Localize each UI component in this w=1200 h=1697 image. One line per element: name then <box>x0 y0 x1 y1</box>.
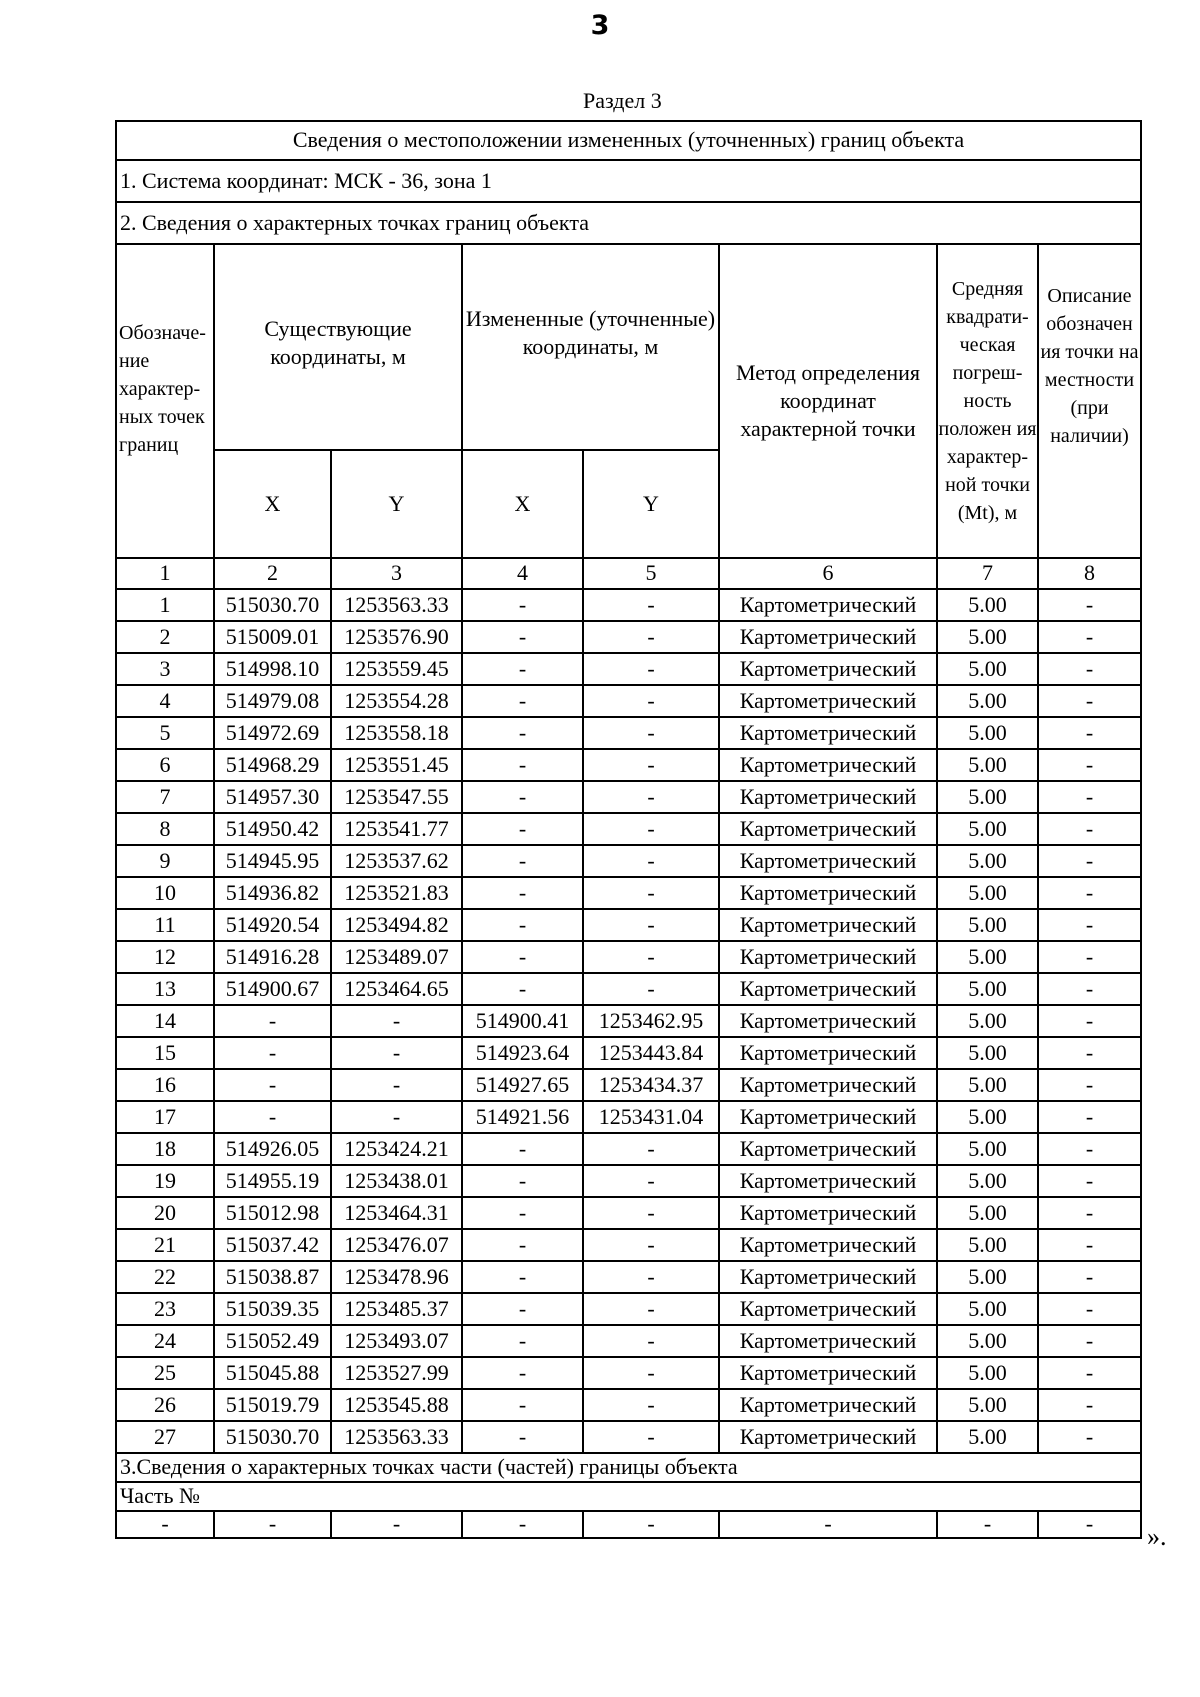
cell-changed-x: - <box>462 973 583 1005</box>
page-number: 3 <box>590 10 610 41</box>
table-row <box>116 1357 1141 1389</box>
cell-existing-y: 1253563.33 <box>331 1421 462 1453</box>
cell-description: - <box>1038 685 1141 717</box>
table-row <box>116 749 1141 781</box>
table-row <box>116 1421 1141 1453</box>
cell-changed-y: - <box>583 1197 719 1229</box>
cell-error: 5.00 <box>937 1389 1038 1421</box>
cell-error: 5.00 <box>937 717 1038 749</box>
part-cell: - <box>937 1511 1038 1538</box>
table-row <box>116 1165 1141 1197</box>
cell-description: - <box>1038 1325 1141 1357</box>
part-cell: - <box>719 1511 937 1538</box>
cell-existing-x: 514950.42 <box>214 813 331 845</box>
cell-existing-x: 514920.54 <box>214 909 331 941</box>
cell-existing-x: - <box>214 1005 331 1037</box>
boundary-points-table <box>115 120 1142 1539</box>
part-cell: - <box>214 1511 331 1538</box>
cell-method: Картометрический <box>719 717 937 749</box>
header-existing-x: X <box>214 450 331 558</box>
cell-changed-x: - <box>462 717 583 749</box>
table-row <box>116 685 1141 717</box>
cell-existing-y: 1253537.62 <box>331 845 462 877</box>
table-title: Сведения о местоположении измененных (уточненных) границ объекта <box>116 121 1141 160</box>
cell-description: - <box>1038 1005 1141 1037</box>
column-number: 3 <box>331 558 462 589</box>
cell-method: Картометрический <box>719 1389 937 1421</box>
cell-existing-x: 514972.69 <box>214 717 331 749</box>
cell-changed-x: - <box>462 685 583 717</box>
table-row <box>116 1261 1141 1293</box>
cell-point-number: 9 <box>116 845 214 877</box>
cell-changed-y: 1253462.95 <box>583 1005 719 1037</box>
cell-existing-y: 1253563.33 <box>331 589 462 621</box>
column-number-row <box>116 558 1141 589</box>
table-row <box>116 1389 1141 1421</box>
cell-existing-x: 514957.30 <box>214 781 331 813</box>
cell-point-number: 22 <box>116 1261 214 1293</box>
column-number: 2 <box>214 558 331 589</box>
cell-point-number: 20 <box>116 1197 214 1229</box>
coordinate-system: 1. Система координат: МСК - 36, зона 1 <box>116 160 1141 202</box>
cell-changed-y: - <box>583 973 719 1005</box>
cell-changed-x: - <box>462 845 583 877</box>
cell-point-number: 3 <box>116 653 214 685</box>
cell-changed-y: - <box>583 1261 719 1293</box>
cell-changed-y: - <box>583 1357 719 1389</box>
cell-existing-y: 1253541.77 <box>331 813 462 845</box>
cell-existing-y: 1253554.28 <box>331 685 462 717</box>
cell-description: - <box>1038 717 1141 749</box>
cell-changed-y: 1253431.04 <box>583 1101 719 1133</box>
cell-changed-y: - <box>583 941 719 973</box>
cell-existing-y: 1253558.18 <box>331 717 462 749</box>
header-method: Метод определения координат характерной точки <box>719 244 937 558</box>
column-number: 7 <box>937 558 1038 589</box>
cell-method: Картометрический <box>719 1069 937 1101</box>
cell-method: Картометрический <box>719 877 937 909</box>
cell-error: 5.00 <box>937 1293 1038 1325</box>
table-row <box>116 1133 1141 1165</box>
cell-method: Картометрический <box>719 941 937 973</box>
table-row <box>116 621 1141 653</box>
cell-changed-x: 514927.65 <box>462 1069 583 1101</box>
cell-changed-x: - <box>462 749 583 781</box>
column-number: 5 <box>583 558 719 589</box>
cell-existing-x: 515045.88 <box>214 1357 331 1389</box>
cell-point-number: 1 <box>116 589 214 621</box>
header-changed-x: X <box>462 450 583 558</box>
cell-method: Картометрический <box>719 653 937 685</box>
table-row <box>116 589 1141 621</box>
cell-error: 5.00 <box>937 845 1038 877</box>
cell-point-number: 6 <box>116 749 214 781</box>
table-row <box>116 781 1141 813</box>
cell-existing-y: - <box>331 1005 462 1037</box>
cell-point-number: 15 <box>116 1037 214 1069</box>
cell-method: Картометрический <box>719 909 937 941</box>
cell-point-number: 18 <box>116 1133 214 1165</box>
cell-description: - <box>1038 1229 1141 1261</box>
cell-changed-x: - <box>462 1165 583 1197</box>
cell-existing-y: 1253438.01 <box>331 1165 462 1197</box>
cell-changed-y: - <box>583 1133 719 1165</box>
cell-point-number: 16 <box>116 1069 214 1101</box>
cell-changed-y: 1253443.84 <box>583 1037 719 1069</box>
part-cell: - <box>583 1511 719 1538</box>
cell-changed-x: - <box>462 621 583 653</box>
cell-description: - <box>1038 1165 1141 1197</box>
part-cell: - <box>116 1511 214 1538</box>
cell-point-number: 5 <box>116 717 214 749</box>
cell-changed-y: - <box>583 621 719 653</box>
cell-existing-x: 515009.01 <box>214 621 331 653</box>
cell-point-number: 23 <box>116 1293 214 1325</box>
cell-existing-x: 514968.29 <box>214 749 331 781</box>
cell-point-number: 24 <box>116 1325 214 1357</box>
header-error: Средняя квадрати-ческая погреш-ность положен ия характер-ной точки (Mt), м <box>937 244 1038 558</box>
cell-existing-y: - <box>331 1101 462 1133</box>
cell-existing-y: 1253464.65 <box>331 973 462 1005</box>
cell-existing-y: 1253464.31 <box>331 1197 462 1229</box>
cell-method: Картометрический <box>719 1261 937 1293</box>
cell-error: 5.00 <box>937 1101 1038 1133</box>
cell-changed-y: - <box>583 1293 719 1325</box>
cell-method: Картометрический <box>719 1229 937 1261</box>
cell-description: - <box>1038 813 1141 845</box>
cell-method: Картометрический <box>719 1165 937 1197</box>
cell-existing-x: 515030.70 <box>214 1421 331 1453</box>
cell-existing-y: 1253478.96 <box>331 1261 462 1293</box>
cell-method: Картометрический <box>719 1421 937 1453</box>
cell-point-number: 25 <box>116 1357 214 1389</box>
header-existing-y: Y <box>331 450 462 558</box>
cell-description: - <box>1038 1101 1141 1133</box>
cell-point-number: 14 <box>116 1005 214 1037</box>
header-changed-coordinates: Измененные (уточненные) координаты, м <box>462 244 719 450</box>
header-description: Описание обозначен ия точки на местности (при наличии) <box>1038 244 1141 558</box>
cell-description: - <box>1038 877 1141 909</box>
cell-changed-x: - <box>462 653 583 685</box>
table-row <box>116 813 1141 845</box>
part-cell: - <box>331 1511 462 1538</box>
cell-error: 5.00 <box>937 685 1038 717</box>
cell-error: 5.00 <box>937 1357 1038 1389</box>
cell-error: 5.00 <box>937 1325 1038 1357</box>
cell-existing-x: 515038.87 <box>214 1261 331 1293</box>
cell-changed-y: - <box>583 1165 719 1197</box>
cell-point-number: 17 <box>116 1101 214 1133</box>
cell-method: Картометрический <box>719 749 937 781</box>
cell-error: 5.00 <box>937 1421 1038 1453</box>
header-changed-y: Y <box>583 450 719 558</box>
column-number: 1 <box>116 558 214 589</box>
cell-existing-y: 1253551.45 <box>331 749 462 781</box>
cell-existing-y: 1253521.83 <box>331 877 462 909</box>
end-mark: ». <box>1147 1522 1167 1551</box>
section-label: Раздел 3 <box>583 88 662 113</box>
cell-error: 5.00 <box>937 1133 1038 1165</box>
cell-point-number: 26 <box>116 1389 214 1421</box>
cell-description: - <box>1038 1037 1141 1069</box>
cell-existing-x: - <box>214 1101 331 1133</box>
cell-method: Картометрический <box>719 813 937 845</box>
cell-method: Картометрический <box>719 1037 937 1069</box>
cell-existing-x: 515037.42 <box>214 1229 331 1261</box>
cell-changed-y: 1253434.37 <box>583 1069 719 1101</box>
table-row <box>116 877 1141 909</box>
cell-error: 5.00 <box>937 621 1038 653</box>
parts-heading: 3.Сведения о характерных точках части (частей) границы объекта <box>116 1453 1141 1482</box>
cell-method: Картометрический <box>719 1005 937 1037</box>
cell-method: Картометрический <box>719 781 937 813</box>
cell-changed-x: - <box>462 941 583 973</box>
table-row <box>116 973 1141 1005</box>
cell-existing-x: 514926.05 <box>214 1133 331 1165</box>
cell-description: - <box>1038 1261 1141 1293</box>
cell-method: Картометрический <box>719 845 937 877</box>
cell-existing-y: 1253545.88 <box>331 1389 462 1421</box>
table-row <box>116 717 1141 749</box>
cell-error: 5.00 <box>937 941 1038 973</box>
table-row <box>116 1069 1141 1101</box>
cell-changed-y: - <box>583 1421 719 1453</box>
cell-changed-y: - <box>583 781 719 813</box>
cell-description: - <box>1038 1133 1141 1165</box>
points-heading: 2. Сведения о характерных точках границ объекта <box>116 202 1141 244</box>
table-row <box>116 909 1141 941</box>
cell-point-number: 4 <box>116 685 214 717</box>
cell-existing-x: 514998.10 <box>214 653 331 685</box>
part-cell: - <box>1038 1511 1141 1538</box>
cell-error: 5.00 <box>937 1165 1038 1197</box>
column-number: 6 <box>719 558 937 589</box>
cell-changed-x: - <box>462 589 583 621</box>
cell-existing-x: - <box>214 1069 331 1101</box>
cell-description: - <box>1038 653 1141 685</box>
cell-error: 5.00 <box>937 973 1038 1005</box>
cell-description: - <box>1038 1421 1141 1453</box>
cell-point-number: 11 <box>116 909 214 941</box>
table-row <box>116 1101 1141 1133</box>
cell-changed-x: - <box>462 781 583 813</box>
table-row <box>116 941 1141 973</box>
cell-error: 5.00 <box>937 1005 1038 1037</box>
cell-existing-y: 1253547.55 <box>331 781 462 813</box>
cell-method: Картометрический <box>719 1325 937 1357</box>
cell-point-number: 21 <box>116 1229 214 1261</box>
table-row <box>116 1197 1141 1229</box>
cell-changed-y: - <box>583 877 719 909</box>
cell-error: 5.00 <box>937 1037 1038 1069</box>
cell-changed-x: 514900.41 <box>462 1005 583 1037</box>
cell-description: - <box>1038 749 1141 781</box>
cell-method: Картометрический <box>719 1101 937 1133</box>
cell-method: Картометрический <box>719 621 937 653</box>
cell-changed-x: - <box>462 877 583 909</box>
cell-changed-y: - <box>583 1389 719 1421</box>
cell-method: Картометрический <box>719 589 937 621</box>
cell-description: - <box>1038 1293 1141 1325</box>
cell-error: 5.00 <box>937 1197 1038 1229</box>
cell-description: - <box>1038 909 1141 941</box>
cell-error: 5.00 <box>937 749 1038 781</box>
cell-existing-y: 1253476.07 <box>331 1229 462 1261</box>
column-number: 8 <box>1038 558 1141 589</box>
cell-error: 5.00 <box>937 877 1038 909</box>
cell-existing-x: 514979.08 <box>214 685 331 717</box>
cell-description: - <box>1038 621 1141 653</box>
cell-description: - <box>1038 941 1141 973</box>
cell-changed-y: - <box>583 749 719 781</box>
cell-error: 5.00 <box>937 909 1038 941</box>
cell-description: - <box>1038 589 1141 621</box>
cell-method: Картометрический <box>719 1293 937 1325</box>
header-existing-coordinates: Существующие координаты, м <box>214 244 462 450</box>
cell-changed-y: - <box>583 653 719 685</box>
cell-changed-y: - <box>583 589 719 621</box>
part-row <box>116 1511 1141 1538</box>
table-row <box>116 1229 1141 1261</box>
table-row <box>116 845 1141 877</box>
cell-changed-x: - <box>462 1389 583 1421</box>
cell-changed-x: 514923.64 <box>462 1037 583 1069</box>
table-row <box>116 1293 1141 1325</box>
cell-description: - <box>1038 1357 1141 1389</box>
cell-error: 5.00 <box>937 781 1038 813</box>
cell-changed-x: - <box>462 1197 583 1229</box>
cell-existing-x: 514900.67 <box>214 973 331 1005</box>
cell-existing-x: 515012.98 <box>214 1197 331 1229</box>
table-row <box>116 1037 1141 1069</box>
cell-method: Картометрический <box>719 973 937 1005</box>
cell-changed-x: - <box>462 1133 583 1165</box>
cell-changed-x: - <box>462 1421 583 1453</box>
cell-existing-y: 1253424.21 <box>331 1133 462 1165</box>
cell-existing-y: 1253494.82 <box>331 909 462 941</box>
cell-changed-x: 514921.56 <box>462 1101 583 1133</box>
cell-existing-y: 1253485.37 <box>331 1293 462 1325</box>
part-cell: - <box>462 1511 583 1538</box>
cell-description: - <box>1038 781 1141 813</box>
cell-existing-x: 515052.49 <box>214 1325 331 1357</box>
cell-changed-x: - <box>462 813 583 845</box>
cell-point-number: 12 <box>116 941 214 973</box>
cell-error: 5.00 <box>937 1261 1038 1293</box>
cell-existing-x: 514945.95 <box>214 845 331 877</box>
cell-existing-y: - <box>331 1069 462 1101</box>
cell-changed-y: - <box>583 1229 719 1261</box>
cell-error: 5.00 <box>937 1069 1038 1101</box>
cell-existing-x: - <box>214 1037 331 1069</box>
cell-existing-y: 1253576.90 <box>331 621 462 653</box>
cell-description: - <box>1038 1389 1141 1421</box>
cell-existing-x: 514936.82 <box>214 877 331 909</box>
cell-changed-x: - <box>462 1293 583 1325</box>
table-row <box>116 1325 1141 1357</box>
cell-existing-x: 515019.79 <box>214 1389 331 1421</box>
cell-existing-y: 1253489.07 <box>331 941 462 973</box>
cell-method: Картометрический <box>719 1197 937 1229</box>
cell-description: - <box>1038 1069 1141 1101</box>
cell-changed-y: - <box>583 685 719 717</box>
cell-changed-x: - <box>462 1261 583 1293</box>
cell-description: - <box>1038 1197 1141 1229</box>
cell-changed-y: - <box>583 813 719 845</box>
cell-point-number: 27 <box>116 1421 214 1453</box>
cell-point-number: 8 <box>116 813 214 845</box>
cell-changed-x: - <box>462 909 583 941</box>
cell-error: 5.00 <box>937 653 1038 685</box>
cell-point-number: 7 <box>116 781 214 813</box>
cell-changed-y: - <box>583 1325 719 1357</box>
cell-point-number: 13 <box>116 973 214 1005</box>
cell-changed-x: - <box>462 1229 583 1261</box>
cell-existing-y: 1253559.45 <box>331 653 462 685</box>
cell-point-number: 10 <box>116 877 214 909</box>
cell-point-number: 19 <box>116 1165 214 1197</box>
cell-existing-x: 514955.19 <box>214 1165 331 1197</box>
part-number-label: Часть № <box>116 1482 1141 1511</box>
column-number: 4 <box>462 558 583 589</box>
cell-method: Картометрический <box>719 1133 937 1165</box>
cell-changed-x: - <box>462 1357 583 1389</box>
cell-method: Картометрический <box>719 685 937 717</box>
cell-existing-y: - <box>331 1037 462 1069</box>
cell-changed-y: - <box>583 909 719 941</box>
cell-existing-x: 514916.28 <box>214 941 331 973</box>
cell-changed-x: - <box>462 1325 583 1357</box>
cell-changed-y: - <box>583 845 719 877</box>
cell-description: - <box>1038 973 1141 1005</box>
cell-existing-y: 1253527.99 <box>331 1357 462 1389</box>
cell-changed-y: - <box>583 717 719 749</box>
cell-method: Картометрический <box>719 1357 937 1389</box>
cell-point-number: 2 <box>116 621 214 653</box>
cell-existing-y: 1253493.07 <box>331 1325 462 1357</box>
table-row <box>116 653 1141 685</box>
header-designation: Обозначе-ние характер-ных точек границ <box>116 244 214 558</box>
cell-existing-x: 515039.35 <box>214 1293 331 1325</box>
cell-existing-x: 515030.70 <box>214 589 331 621</box>
cell-description: - <box>1038 845 1141 877</box>
table-row <box>116 1005 1141 1037</box>
cell-error: 5.00 <box>937 589 1038 621</box>
cell-error: 5.00 <box>937 813 1038 845</box>
cell-error: 5.00 <box>937 1229 1038 1261</box>
